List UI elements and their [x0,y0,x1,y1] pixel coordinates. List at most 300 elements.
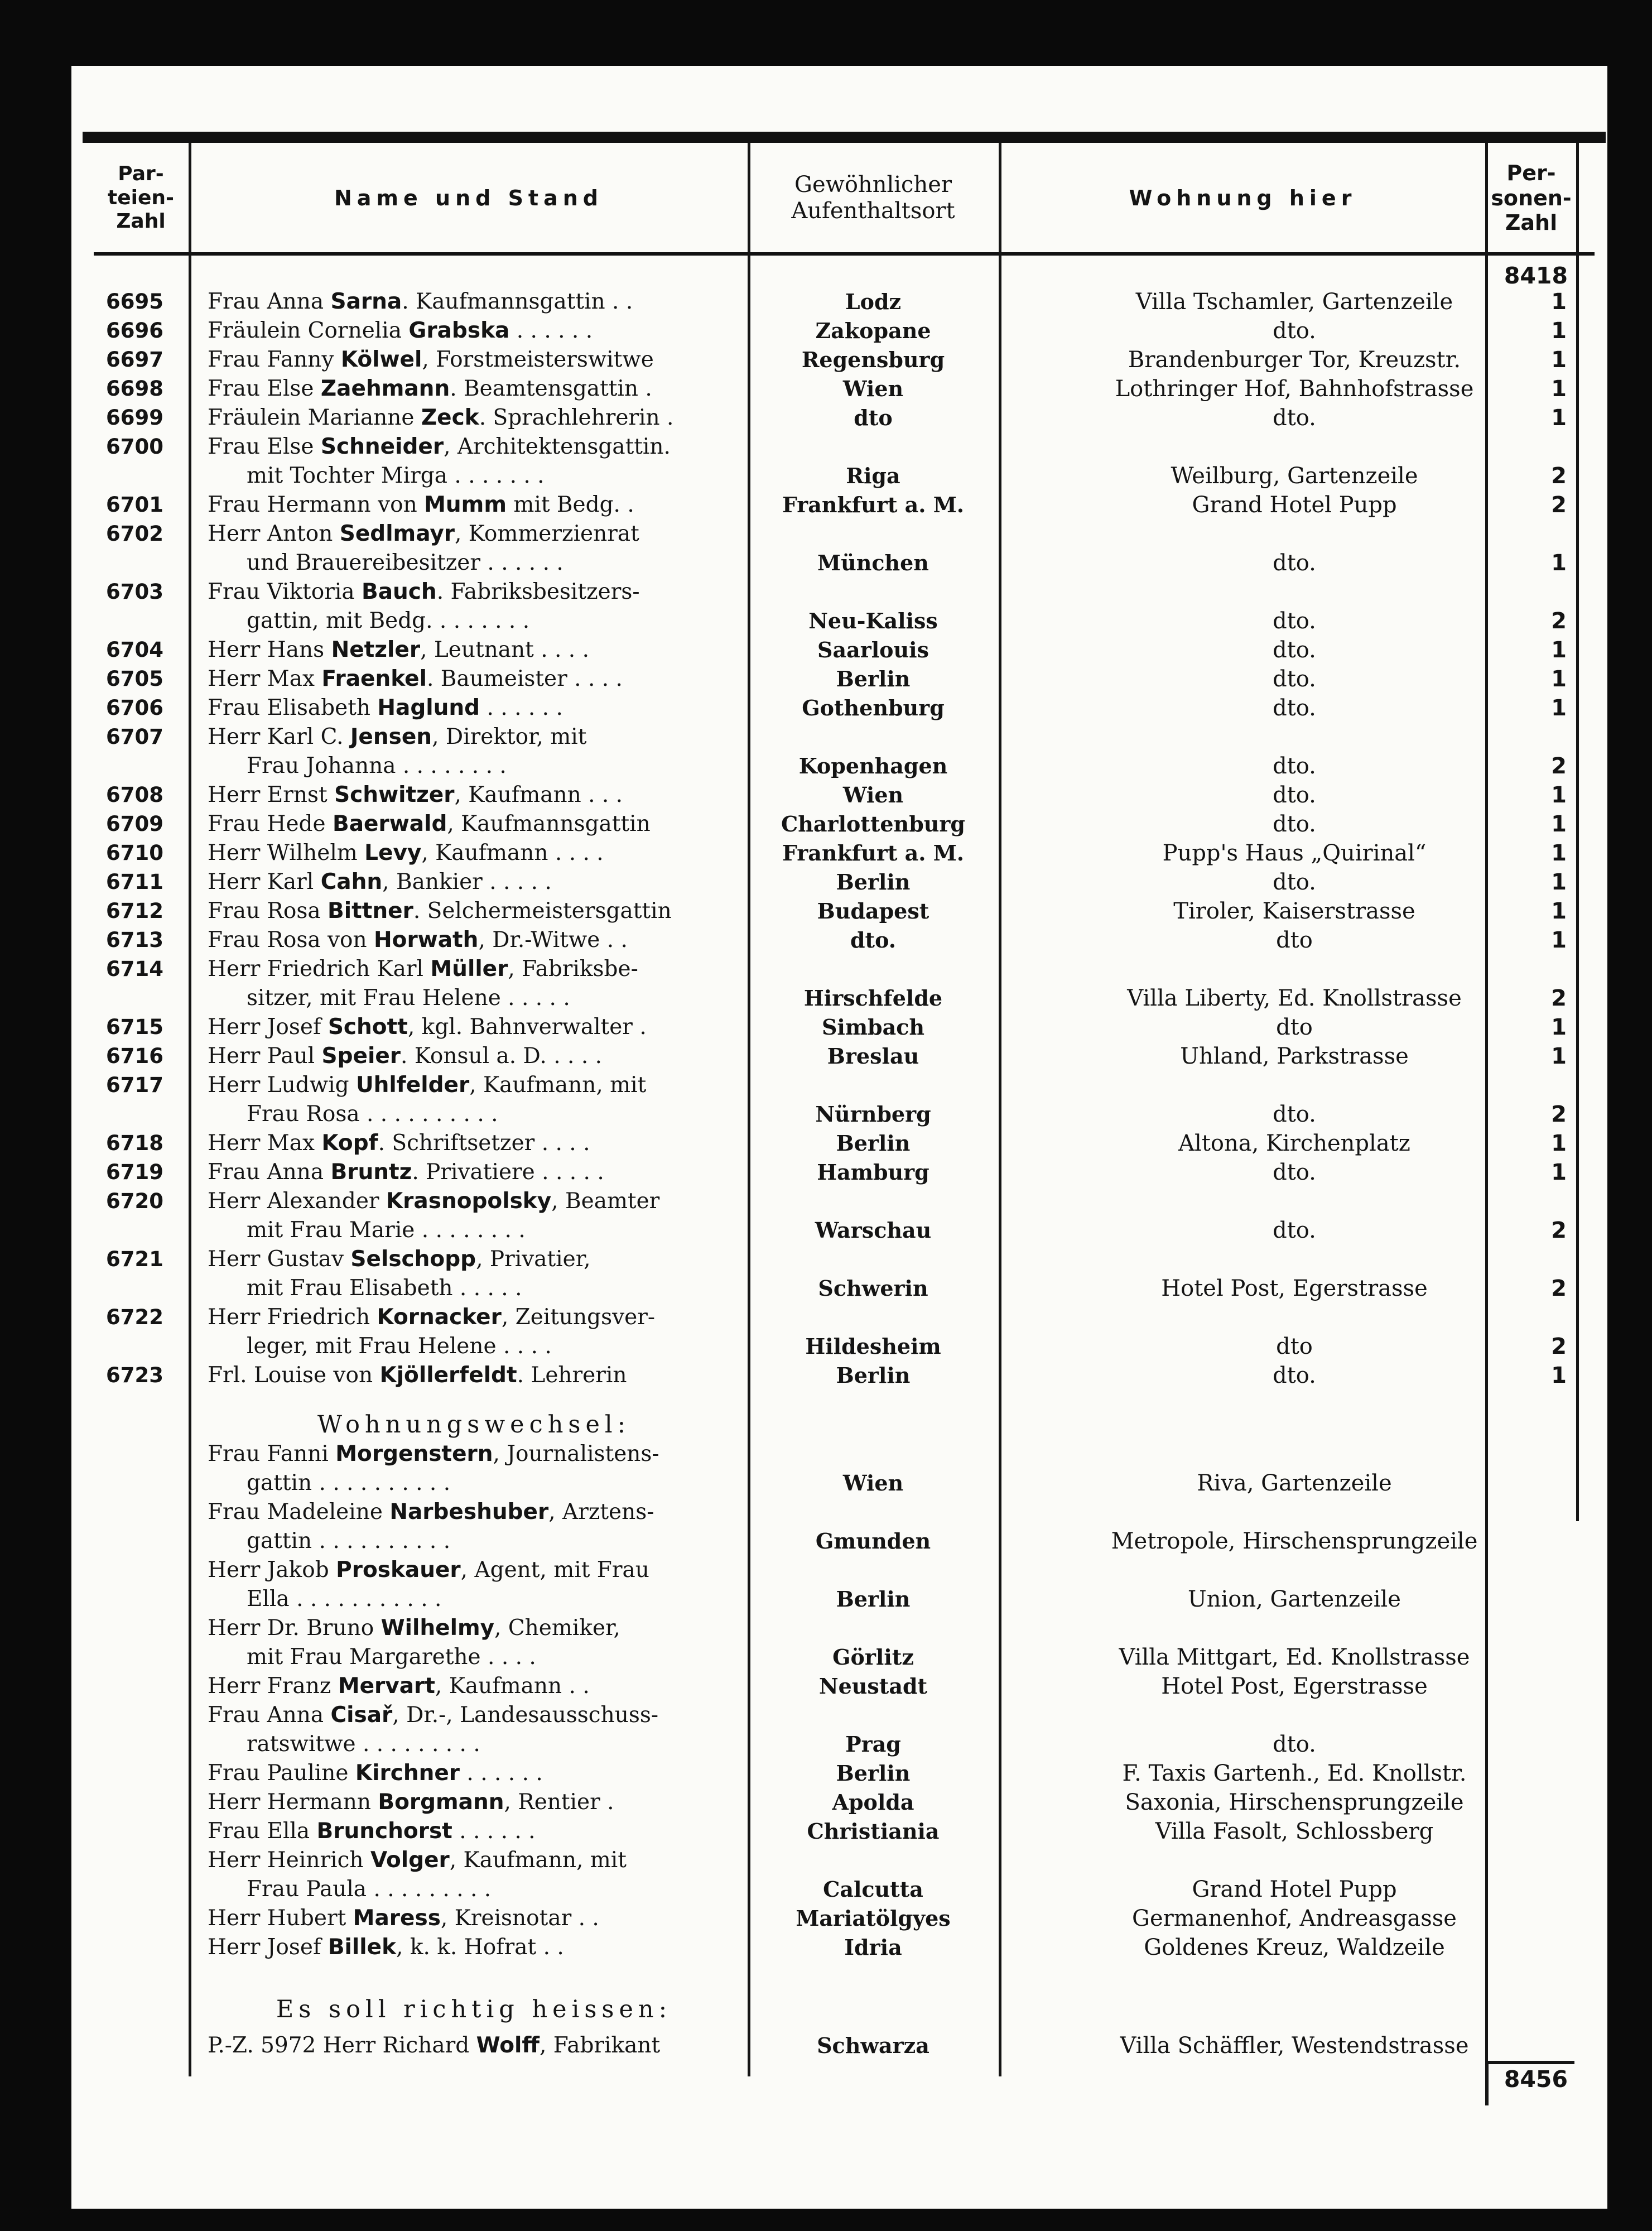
header-rule [94,252,1595,256]
lodging-here: Pupp's Haus „Quirinal“ [1162,840,1427,866]
person-count: 2 [1551,492,1567,518]
surname: Kirchner [355,1761,460,1786]
lodging-here: dto. [1273,811,1316,837]
guest-name-and-status [208,1701,740,1759]
name-prefix: Herr Josef [208,1014,328,1040]
surname: Grabska [408,318,510,343]
list-item [0,810,1652,839]
usual-residence: Simbach [821,1014,925,1040]
surname: Wolff [476,2033,540,2058]
list-item [0,926,1652,955]
guest-name-and-status [208,1129,740,1158]
name-continuation: und Brauereibesitzer . . . . . . [247,550,563,575]
name-line [208,1848,627,1873]
name-prefix: P.-Z. 5972 Herr Richard [208,2033,476,2058]
name-suffix: . Privatiere . . . . . [412,1160,604,1185]
list-item [0,1817,1652,1846]
name-prefix: Fräulein Cornelia [208,318,409,343]
name-suffix: , Journalistens- [493,1441,659,1467]
section-heading-moves: Wohnungswechsel: [317,1411,631,1439]
list-item [0,578,1652,636]
surname: Morgenstern [335,1441,493,1467]
surname: Mervart [338,1674,435,1699]
lodging-here: Grand Hotel Pupp [1192,1877,1397,1902]
name-line [208,1674,590,1699]
name-continuation: mit Frau Elisabeth . . . . . [247,1276,522,1301]
surname: Kopf [321,1131,378,1156]
name-suffix: , Kaufmann . . . [454,782,623,807]
list-item [0,1846,1652,1904]
lodging-here: Tiroler, Kaiserstrasse [1173,898,1415,924]
list-item [0,694,1652,723]
list-item [0,374,1652,403]
list-item [0,1933,1652,1962]
list-item [0,403,1652,432]
person-count: 1 [1551,869,1567,895]
name-prefix: Fräulein Marianne [208,405,421,430]
person-count: 1 [1551,405,1567,431]
name-line [208,956,638,982]
party-number: 6701 [106,493,163,517]
party-number: 6696 [106,319,163,343]
name-prefix: Frau Else [208,434,321,459]
name-line [208,1305,655,1330]
lodging-here: dto. [1273,695,1316,721]
lodging-here: Brandenburger Tor, Kreuzstr. [1128,347,1461,373]
lodging-here: Metropole, Hirschensprungzeile [1111,1528,1478,1554]
name-line [208,2033,660,2058]
lodging-here: Altona, Kirchenplatz [1178,1131,1410,1156]
party-number: 6718 [106,1131,163,1155]
lodging-here: Villa Mittgart, Ed. Knollstrasse [1119,1645,1470,1670]
lodging-here: dto. [1273,1363,1316,1388]
name-prefix: Frau Viktoria [208,579,362,604]
name-prefix: Herr Dr. Bruno [208,1615,381,1641]
usual-residence: Apolda [832,1790,914,1815]
name-suffix: . Sprachlehrerin . [479,405,674,430]
list-item [0,1904,1652,1933]
lodging-here: dto. [1273,753,1316,779]
list-item [0,1672,1652,1701]
lodging-here: Germanenhof, Andreasgasse [1132,1906,1457,1931]
name-continuation: gattin . . . . . . . . . . [247,1470,451,1496]
guest-name-and-status [208,1933,740,1962]
name-suffix: , Rentier . [504,1790,614,1815]
name-line [208,840,604,866]
surname: Netzler [331,637,421,662]
name-line [208,1363,627,1388]
lodging-here: dto. [1273,1732,1316,1757]
guest-name-and-status [208,1788,740,1817]
name-prefix: Herr Karl C. [208,724,350,749]
surname: Bruntz [330,1160,412,1185]
party-number: 6713 [106,928,163,952]
name-suffix: , Chemiker, [494,1615,620,1641]
party-number: 6722 [106,1305,163,1329]
name-prefix: Frau Elisabeth [208,695,378,720]
lodging-here: dto [1276,1014,1313,1040]
name-line [208,927,628,953]
guest-name-and-status [208,1614,740,1672]
surname: Sarna [330,289,402,314]
lodging-here: Hotel Post, Egerstrasse [1161,1276,1428,1301]
lodging-here: F. Taxis Gartenh., Ed. Knollstr. [1122,1761,1467,1786]
name-continuation: Frau Paula . . . . . . . . . [247,1877,492,1902]
lodging-here: Villa Schäffler, Westendstrasse [1120,2033,1469,2059]
guest-name-and-status [208,1498,740,1556]
guest-name-and-status [208,2031,740,2060]
person-count: 2 [1551,1218,1567,1243]
name-line [208,347,654,372]
section-heading-correction: Es soll richtig heissen: [276,1996,672,2023]
name-prefix: Herr Franz [208,1674,338,1699]
party-number: 6704 [106,638,163,662]
usual-residence: Berlin [836,1363,911,1388]
list-item [0,665,1652,694]
party-number: 6716 [106,1044,163,1068]
person-count: 2 [1551,608,1567,634]
name-prefix: Frau Anna [208,1160,331,1185]
name-line [208,1790,614,1815]
name-suffix: , Bankier . . . . . [382,869,552,895]
surname: Zeck [421,405,479,430]
party-number: 6709 [106,812,163,836]
name-prefix: Herr Gustav [208,1247,351,1272]
person-count: 1 [1551,840,1567,866]
surname: Schwitzer [334,782,455,807]
guest-name-and-status [208,1303,740,1361]
name-prefix: Frau Anna [208,1703,331,1728]
name-line [208,405,673,430]
list-item [0,897,1652,926]
party-number: 6719 [106,1160,163,1184]
name-prefix: Frau Rosa [208,898,327,924]
name-line [208,492,634,517]
list-item [0,1788,1652,1817]
guest-name-and-status [208,578,740,636]
name-suffix: , Agent, mit Frau [460,1557,649,1583]
name-suffix: , Architektensgattin. [444,434,671,459]
surname: Bauch [361,579,437,604]
list-item [0,955,1652,1013]
name-continuation: gattin, mit Bedg. . . . . . . . [247,608,530,633]
name-suffix: , Dr.-, Landesausschuss- [392,1703,659,1728]
surname: Müller [430,956,508,982]
usual-residence: München [817,550,929,575]
name-suffix: . Beamtensgattin . [450,376,652,401]
party-number: 6715 [106,1015,163,1039]
person-count: 1 [1551,1160,1567,1185]
surname: Cisař [330,1703,393,1728]
usual-residence: Nürnberg [815,1102,931,1127]
surname: Volger [370,1848,450,1873]
name-line [208,695,563,720]
name-suffix: , Kommerzienrat [454,521,639,546]
usual-residence: Riga [846,463,900,488]
person-count: 1 [1551,666,1567,692]
surname: Speier [321,1044,401,1069]
name-prefix: Herr Paul [208,1044,322,1069]
name-prefix: Frau Madeleine [208,1499,390,1525]
guest-name-and-status [208,1042,740,1071]
usual-residence: Kopenhagen [798,753,948,778]
list-item [0,1042,1652,1071]
name-suffix: . . . . . . [452,1819,536,1844]
list-item [0,1701,1652,1759]
list-item [0,520,1652,578]
name-suffix: , Kaufmann, mit [449,1848,627,1873]
name-prefix: Herr Friedrich Karl [208,956,431,982]
party-number: 6697 [106,348,163,372]
name-continuation: Ella . . . . . . . . . . . [247,1586,442,1612]
surname: Uhlfelder [355,1073,470,1098]
lodging-here: Riva, Gartenzeile [1197,1470,1392,1496]
header-lodging-here: Wohnung hier [1129,186,1357,210]
name-prefix: Herr Ernst [208,782,335,807]
list-item [0,345,1652,374]
surname: Haglund [377,695,480,720]
list-item [0,723,1652,781]
header-usual-residence: Gewöhnlicher Aufenthaltsort [791,171,955,224]
name-line [208,1935,564,1960]
name-line [208,666,623,691]
name-continuation: Frau Johanna . . . . . . . . [247,753,507,778]
person-count: 2 [1551,1276,1567,1301]
guest-name-and-status [208,1817,740,1846]
usual-residence: Hamburg [817,1160,929,1185]
list-item [0,491,1652,520]
name-line [208,811,651,836]
surname: Horwath [374,927,479,953]
guest-name-and-status [208,636,740,665]
guest-name-and-status [208,1759,740,1788]
name-continuation: mit Frau Margarethe . . . . [247,1645,536,1670]
lodging-here: dto [1276,927,1313,953]
party-number: 6700 [106,435,163,459]
usual-residence: dto [854,405,893,430]
name-line [208,1906,599,1931]
usual-residence: Berlin [836,1131,911,1156]
party-number: 6699 [106,406,163,430]
name-suffix: . Fabriksbesitzers- [436,579,640,604]
name-prefix: Herr Alexander [208,1189,386,1214]
name-line [208,579,640,604]
usual-residence: Zakopane [815,318,931,343]
person-count: 1 [1551,782,1567,808]
name-suffix: . . . . . . [480,695,563,720]
surname: Cahn [320,869,383,895]
lodging-here: dto. [1273,1218,1316,1243]
surname: Wilhelmy [381,1615,495,1641]
lodging-here: Lothringer Hof, Bahnhofstrasse [1115,376,1474,402]
lodging-here: Saxonia, Hirschensprungzeile [1125,1790,1464,1815]
surname: Fraenkel [321,666,427,691]
usual-residence: Schwerin [818,1276,928,1301]
name-prefix: Frau Pauline [208,1761,355,1786]
lodging-here: dto. [1273,608,1316,634]
list-item [0,432,1652,491]
lodging-here: Uhland, Parkstrasse [1180,1044,1409,1069]
surname: Levy [364,840,422,866]
party-number: 6706 [106,696,163,720]
person-count: 1 [1551,347,1567,373]
list-item [0,1303,1652,1361]
name-suffix: . Lehrerin [517,1363,627,1388]
guest-name-and-status [208,955,740,1013]
usual-residence: Saarlouis [817,637,929,662]
name-continuation: ratswitwe . . . . . . . . . [247,1732,480,1757]
party-number: 6711 [106,870,163,894]
usual-residence: Schwarza [817,2033,929,2058]
name-suffix: , k. k. Hofrat . . [396,1935,564,1960]
total-box-rule [1485,2061,1574,2064]
usual-residence: Warschau [815,1218,932,1243]
name-line [208,1189,659,1214]
name-line [208,1247,590,1272]
lodging-here: dto. [1273,318,1316,344]
lodging-here: dto. [1273,1102,1316,1127]
list-item [0,1158,1652,1187]
list-item [0,1245,1652,1303]
surname: Baerwald [333,811,447,836]
name-prefix: Herr Friedrich [208,1305,377,1330]
lodging-here: dto [1276,1334,1313,1359]
person-count: 1 [1551,1131,1567,1156]
name-suffix: , Kaufmann, mit [469,1073,647,1098]
name-prefix: Frau Fanny [208,347,341,372]
name-suffix: mit Bedg. . [506,492,634,517]
person-count: 2 [1551,1334,1567,1359]
list-item [0,1187,1652,1245]
usual-residence: Wien [842,376,904,401]
name-suffix: . Selchermeistersgattin [413,898,672,924]
lodging-here: dto. [1273,405,1316,431]
list-item [0,2031,1652,2060]
usual-residence: Neustadt [818,1674,928,1699]
party-number: 6708 [106,783,163,807]
surname: Schneider [320,434,444,459]
name-suffix: , Forstmeisterswitwe [422,347,654,372]
header-partei-number: Par- teien- Zahl [108,162,174,233]
usual-residence: Calcutta [823,1877,923,1902]
name-prefix: Frau Hermann von [208,492,425,517]
lodging-here: Villa Tschamler, Gartenzeile [1135,289,1453,315]
total-box-side [1485,2061,1489,2105]
name-prefix: Frau Else [208,376,321,401]
usual-residence: Charlottenburg [781,811,965,836]
name-line [208,1499,654,1525]
name-suffix: , Kaufmann . . [435,1674,590,1699]
surname: Jensen [350,724,432,749]
list-item [0,868,1652,897]
name-suffix: , Zeitungsver- [501,1305,656,1330]
carry-over-total: 8418 [1504,262,1568,289]
usual-residence: Lodz [845,289,902,314]
party-number: 6698 [106,377,163,401]
guest-name-and-status [208,1187,740,1245]
usual-residence: Neu-Kaliss [808,608,938,633]
top-rule [83,132,1606,143]
usual-residence: Frankfurt a. M. [782,840,965,866]
name-prefix: Herr Max [208,666,322,691]
guest-name-and-status [208,491,740,520]
list-item [0,839,1652,868]
party-number: 6717 [106,1073,163,1097]
usual-residence: Idria [844,1935,902,1960]
guest-name-and-status [208,1672,740,1701]
name-line [208,898,672,924]
list-item [0,316,1652,345]
lodging-here: dto. [1273,1160,1316,1185]
name-suffix: . Konsul a. D. . . . . [401,1044,603,1069]
guest-name-and-status [208,1846,740,1904]
usual-residence: Regensburg [801,347,945,372]
name-line [208,1044,602,1069]
surname: Bittner [327,898,413,924]
name-continuation: gattin . . . . . . . . . . [247,1528,451,1554]
lodging-here: Hotel Post, Egerstrasse [1161,1674,1428,1699]
person-count: 1 [1551,1363,1567,1388]
lodging-here: Union, Gartenzeile [1188,1586,1401,1612]
lodging-here: Villa Liberty, Ed. Knollstrasse [1127,985,1462,1011]
surname: Billek [327,1935,397,1960]
name-line [208,521,639,546]
name-continuation: sitzer, mit Frau Helene . . . . . [247,985,570,1011]
lodging-here: dto. [1273,637,1316,663]
name-prefix: Herr Josef [208,1935,328,1960]
name-line [208,1761,543,1786]
name-suffix: , Privatier, [476,1247,591,1272]
person-count: 1 [1551,376,1567,402]
guest-name-and-status [208,1361,740,1390]
usual-residence: Gmunden [815,1528,931,1554]
name-suffix: , Fabriksbe- [508,956,638,982]
party-number: 6707 [106,725,163,749]
guest-name-and-status [208,374,740,403]
party-number: 6705 [106,667,163,691]
usual-residence: Görlitz [832,1645,914,1670]
person-count: 1 [1551,695,1567,721]
usual-residence: dto. [850,927,897,953]
usual-residence: Berlin [836,666,911,691]
name-line [208,289,633,314]
person-count: 1 [1551,637,1567,663]
usual-residence: Christiania [807,1819,940,1844]
grand-total: 8456 [1504,2066,1568,2093]
name-suffix: , Fabrikant [540,2033,661,2058]
guest-name-and-status [208,926,740,955]
name-prefix: Frau Hede [208,811,333,836]
name-line [208,1819,536,1844]
person-count: 1 [1551,1044,1567,1069]
party-number: 6703 [106,580,163,604]
name-prefix: Frl. Louise von [208,1363,380,1388]
name-line [208,1615,620,1641]
name-line [208,1131,590,1156]
header-person-count: Per- sonen- Zahl [1491,160,1572,235]
surname: Schott [327,1014,408,1040]
guest-name-and-status [208,432,740,491]
name-line [208,869,552,895]
usual-residence: Prag [845,1732,901,1757]
name-prefix: Herr Wilhelm [208,840,365,866]
name-continuation: mit Tochter Mirga . . . . . . . [247,463,545,488]
person-count: 1 [1551,289,1567,315]
name-suffix: , Kreisnotar . . [440,1906,599,1931]
usual-residence: Breslau [827,1044,919,1069]
name-suffix: . . . . . . [509,318,593,343]
list-item [0,1440,1652,1498]
